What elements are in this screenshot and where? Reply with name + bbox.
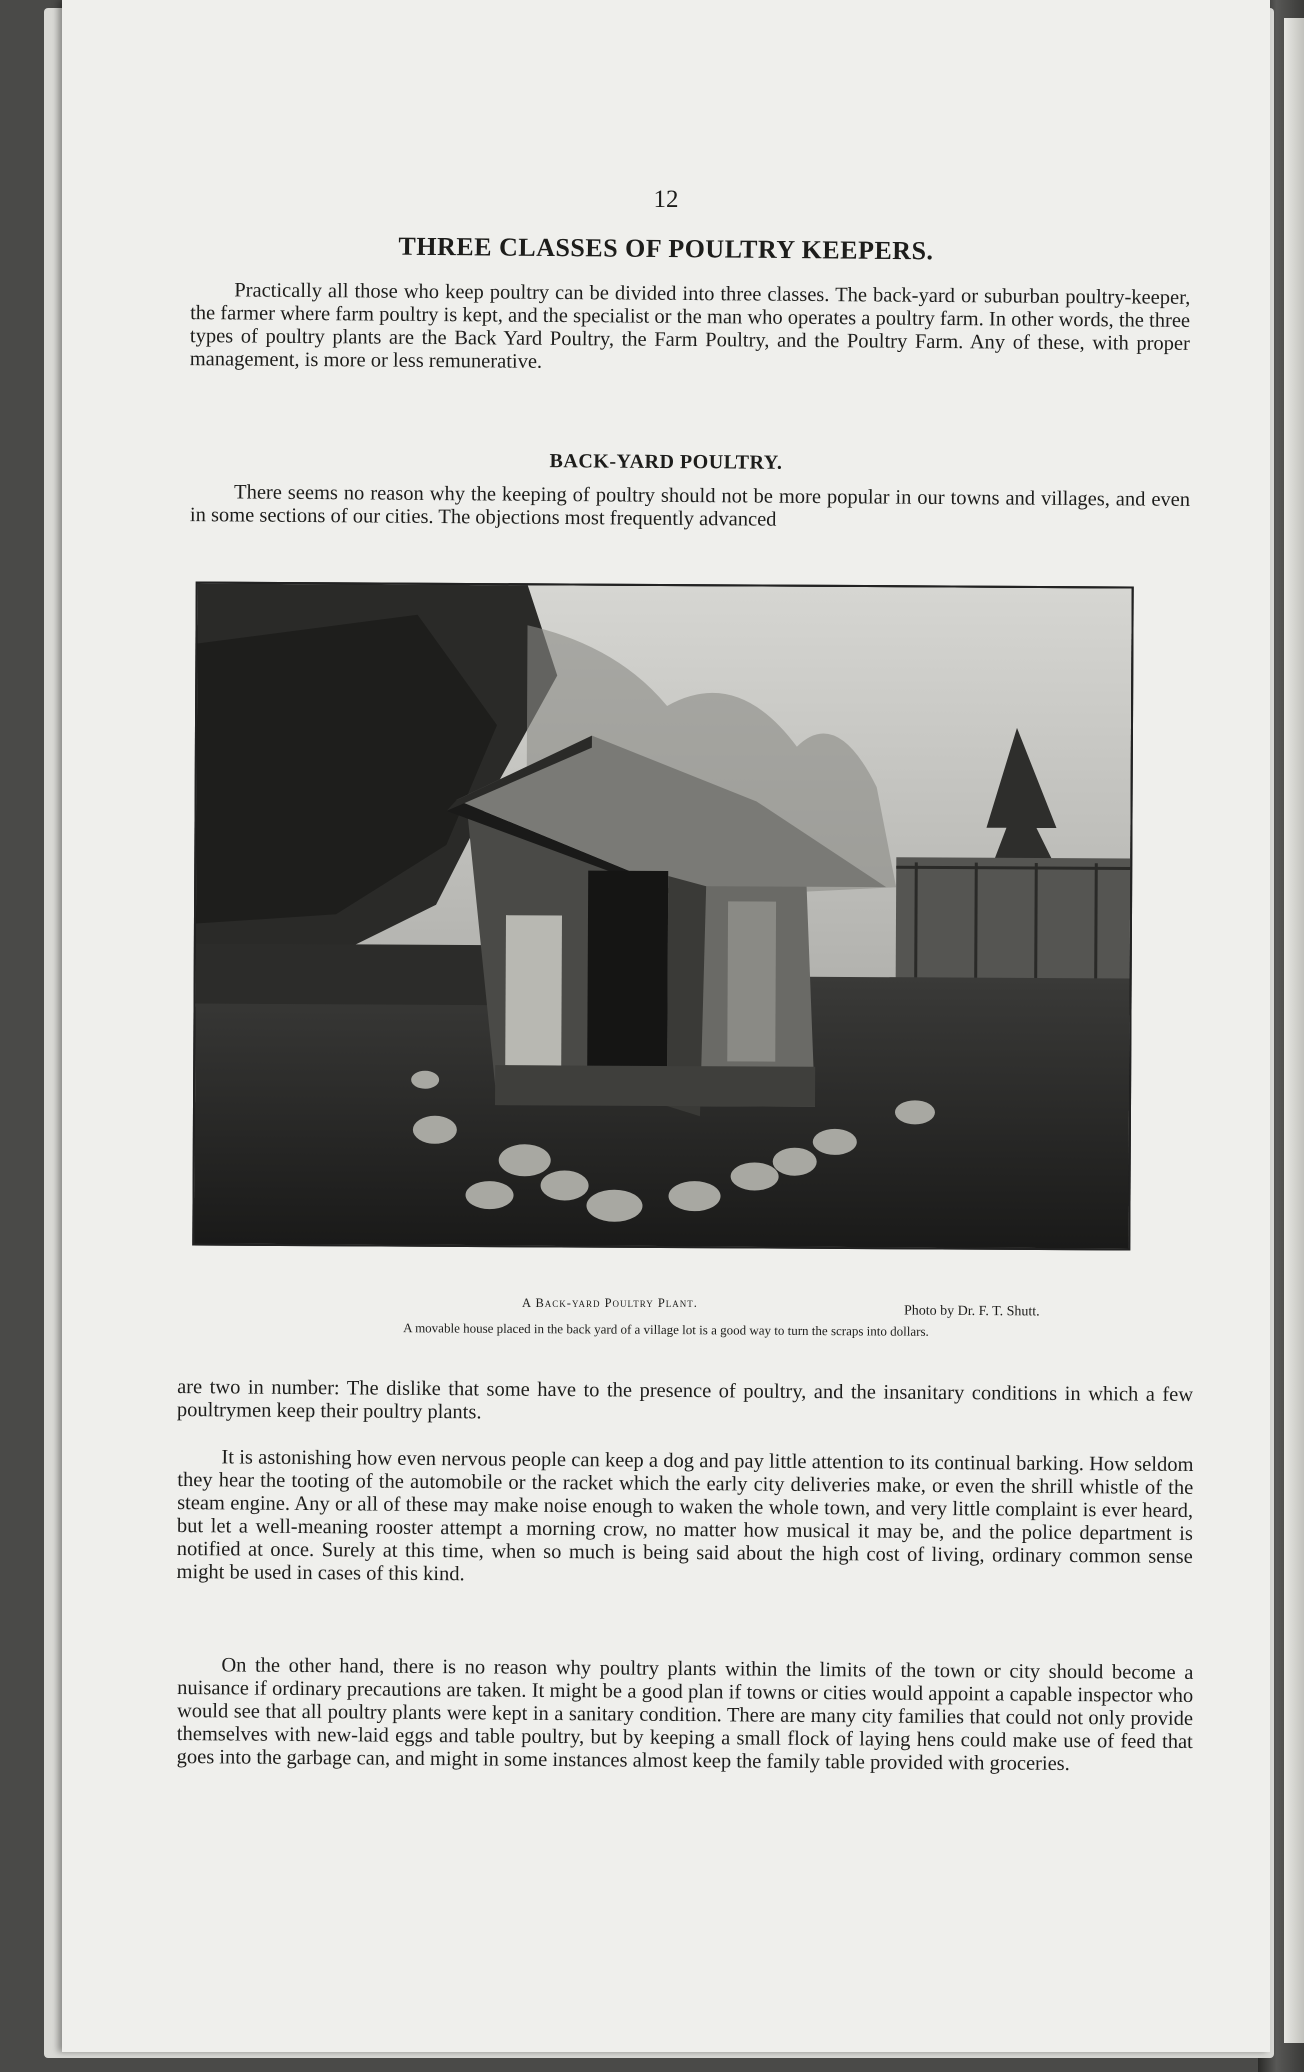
figure-photo-credit: Photo by Dr. F. T. Shutt. — [903, 1303, 1040, 1320]
section-heading: BACK-YARD POULTRY. — [549, 450, 783, 474]
backyard-paragraph-3: On the other hand, there is no reason why poultry plants within the limits of the town or city should become a nuisance if ordinary precautions are taken. It might be a good plan if towns or cities would appoint a capable inspector who would see that all poultry plants were kept in a sanitary condition. There are many city families that could not only provide themselves with new-laid eggs and table poultry, but by keeping a small flock of laying hens could make use of feed that goes into the garbage can, and might in some instances almost keep the family table provided with groceries. — [176, 1654, 1194, 1776]
page-edge — [1284, 18, 1304, 2043]
page-title: THREE CLASSES OF POULTRY KEEPERS. — [398, 231, 934, 266]
backyard-paragraph-1-continued: are two in number: The dislike that some have to the presence of poultry, and the insanitary conditions in which a few poultrymen keep their poultry plants. — [176, 1376, 1194, 1424]
document-page — [62, 0, 1270, 2052]
photo-illustration — [194, 584, 1131, 1249]
poultry-house-photo — [192, 582, 1133, 1251]
figure-caption-description: A movable house placed in the back yard of a village lot is a good way to turn the scraps into dollars. — [403, 1320, 929, 1339]
intro-paragraph: Practically all those who keep poultry can be divided into three classes. The back-yard or suburban poultry-keeper, the farmer where farm poultry is kept, and the specialist or the man who operates a poultry farm. In other words, the three types of poultry plants are the Back Yard Poultry, the Farm Poultry, and the Poultry Farm. Any of these, with proper management, is more or less remunerative. — [189, 279, 1191, 373]
backyard-paragraph-2: It is astonishing how even nervous people can keep a dog and pay little attention to its continual barking. How seldom they hear the tooting of the automobile or the racket which the early city deliveries make, or even the shrill whistle of the steam engine. Any or all of these may make noise enough to waken the whole town, and very little complaint is ever heard, but let a well-meaning rooster attempt a morning crow, no matter how musical it may be, and the police department is notified at once. Surely at this time, when so much is being said about the high cost of living, ordinary common sense might be used in cases of this kind. — [176, 1446, 1194, 1586]
page-number: 12 — [653, 186, 679, 213]
figure-caption-title: A Back-yard Poultry Plant. — [522, 1296, 698, 1310]
backyard-paragraph-1: There seems no reason why the keeping of poultry should not be more popular in our towns and villages, and even in some sections of our cities. The objections most frequently advanced — [189, 481, 1191, 531]
